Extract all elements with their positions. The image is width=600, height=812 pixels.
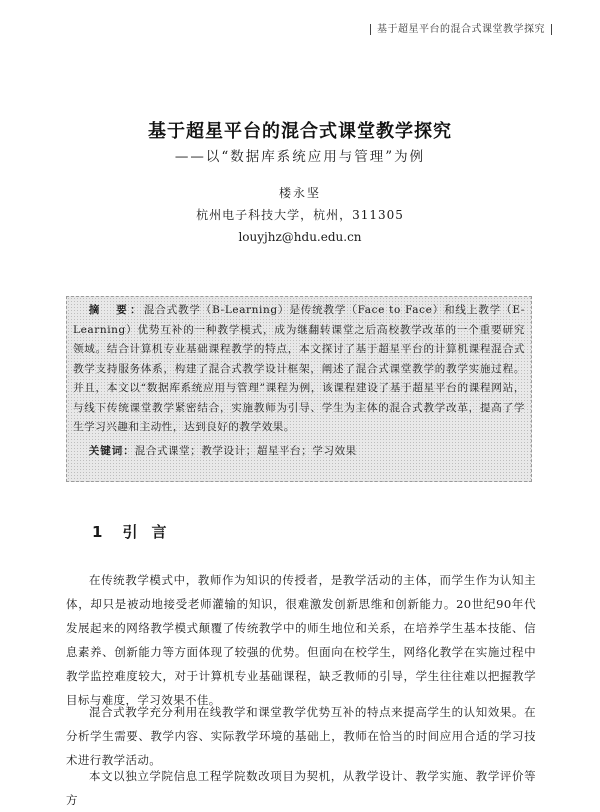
author-name: 楼永坚 (278, 186, 321, 200)
body-paragraph: 在传统教学模式中，教师作为知识的传授者，是教学活动的主体，而学生作为认知主体，却只是被动地接受老师灌输的知识，很难激发创新思维和创新能力。20世纪90年代发展起来的网络教学模式颠覆了传统教学中的师生地位和关系，在培养学生基本技能、信息素养、创新能力等方面体现了较强的优势。但面向在校学生，网络化教学在实施过程中教学监控难度较大，对于计算机专业基础课程，缺乏教师的引导，学生往往难以把握教学目标与难度，学习效果不佳。 (66, 573, 536, 707)
paper-title: 基于超星平台的混合式课堂教学探究 (148, 121, 452, 142)
keywords-label: 关键词： (88, 444, 135, 457)
header-divider-right (551, 24, 552, 35)
abstract-paragraph (73, 301, 525, 438)
section-name: 引言 (122, 523, 181, 541)
abstract-box (66, 296, 532, 482)
section-heading (92, 521, 180, 542)
body-paragraph: 本文以独立学院信息工程学院数改项目为契机，从教学设计、教学实施、教学评价等方 (66, 769, 536, 807)
body-paragraph: 混合式教学充分利用在线教学和课堂教学优势互补的特点来提高学生的认知效果。在分析学生需要、教学内容、实际教学环境的基础上，教师在恰当的时间应用合适的学习技术进行教学活动。 (66, 705, 536, 767)
paper-subtitle: ——以“数据库系统应用与管理”为例 (174, 149, 426, 165)
running-title: 基于超星平台的混合式课堂教学探究 (377, 24, 545, 35)
running-header (364, 20, 558, 35)
author-affiliation: 杭州电子科技大学，杭州，311305 (196, 208, 404, 222)
header-divider-left (370, 24, 371, 35)
section-number: 1 (92, 523, 105, 541)
keywords-line (73, 442, 525, 462)
author-email: louyjhz@hdu.edu.cn (238, 230, 362, 244)
abstract-text: 混合式教学（B-Learning）是传统教学（Face to Face）和线上教学（E-Learning）优势互补的一种教学模式，成为继翻转课堂之后高校教学改革的一个重要研究领域。结合计算机专业基础课程教学的特点，本文探讨了基于超星平台的计算机课程混合式教学支持服务体系，构建了混合式教学设计框架，阐述了混合式课堂教学的教学实施过程。并且，本文以“数据库系统应用与管理”课程为例，该课程建设了基于超星平台的课程网站，与线下传统课堂教学紧密结合，实施教师为引导、学生为主体的混合式教学改革，提高了学生学习兴趣和主动性，达到良好的教学效果。 (73, 304, 526, 433)
keywords-text: 混合式课堂；教学设计；超星平台；学习效果 (134, 444, 357, 457)
abstract-label: 摘 要： (88, 304, 144, 316)
